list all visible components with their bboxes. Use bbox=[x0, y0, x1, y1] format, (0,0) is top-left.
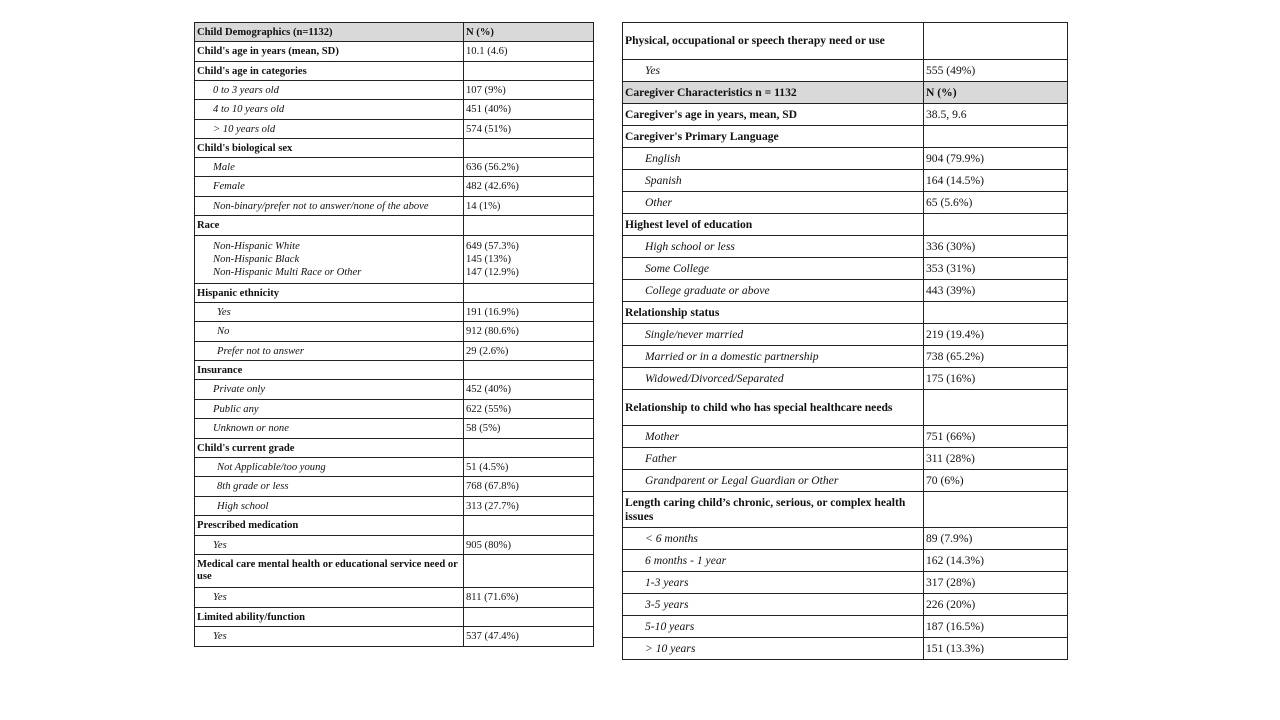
row-value: 738 (65.2%) bbox=[924, 346, 1068, 368]
header-label: Caregiver Characteristics n = 1132 bbox=[623, 82, 924, 104]
row-label: English bbox=[623, 148, 924, 170]
row-value: 175 (16%) bbox=[924, 368, 1068, 390]
table-row bbox=[623, 192, 1068, 214]
row-value: 636 (56.2%) bbox=[464, 158, 594, 177]
table-row bbox=[195, 380, 594, 400]
table-row bbox=[195, 42, 594, 62]
row-value: 14 (1%) bbox=[464, 197, 594, 216]
row-label: Widowed/Divorced/Separated bbox=[623, 368, 924, 390]
table-row bbox=[623, 448, 1068, 470]
section-row bbox=[195, 361, 594, 380]
section-label: Highest level of education bbox=[623, 214, 924, 236]
table-row bbox=[195, 177, 594, 197]
section-label: Child's age in categories bbox=[195, 62, 464, 81]
table-row bbox=[623, 280, 1068, 302]
section-row bbox=[623, 23, 1068, 60]
row-value: 622 (55%) bbox=[464, 400, 594, 419]
row-label: 0 to 3 years old bbox=[195, 81, 464, 100]
section-label: Hispanic ethnicity bbox=[195, 284, 464, 303]
row-label: Female bbox=[195, 177, 464, 197]
row-value: 751 (66%) bbox=[924, 426, 1068, 448]
row-label: Non-Hispanic Multi Race or Other bbox=[213, 267, 362, 278]
row-label: Other bbox=[623, 192, 924, 214]
row-label: No bbox=[195, 322, 464, 342]
table-row bbox=[623, 104, 1068, 126]
row-label: College graduate or above bbox=[623, 280, 924, 302]
section-label: Child's current grade bbox=[195, 439, 464, 458]
row-label: 5-10 years bbox=[623, 616, 924, 638]
row-value: 29 (2.6%) bbox=[464, 342, 594, 361]
table-row bbox=[623, 60, 1068, 82]
row-value: 905 (80%) bbox=[464, 536, 594, 555]
table-row bbox=[623, 426, 1068, 448]
table-row bbox=[623, 236, 1068, 258]
row-value: 313 (27.7%) bbox=[464, 497, 594, 516]
row-value: 555 (49%) bbox=[924, 60, 1068, 82]
section-row bbox=[195, 439, 594, 458]
section-row bbox=[195, 139, 594, 158]
table-row bbox=[195, 158, 594, 177]
table-row bbox=[195, 236, 594, 284]
section-row bbox=[195, 62, 594, 81]
table-row bbox=[195, 419, 594, 439]
table-row bbox=[623, 346, 1068, 368]
row-label: Male bbox=[195, 158, 464, 177]
row-value: 151 (13.3%) bbox=[924, 638, 1068, 660]
table-row bbox=[195, 458, 594, 477]
row-label: < 6 months bbox=[623, 528, 924, 550]
child-demographics-table bbox=[194, 22, 594, 647]
row-label: Caregiver's age in years, mean, SD bbox=[623, 104, 924, 126]
row-value: 89 (7.9%) bbox=[924, 528, 1068, 550]
row-label: Private only bbox=[195, 380, 464, 400]
row-label: Married or in a domestic partnership bbox=[623, 346, 924, 368]
table-row bbox=[195, 497, 594, 516]
row-label: Unknown or none bbox=[195, 419, 464, 439]
row-value: 353 (31%) bbox=[924, 258, 1068, 280]
table-row bbox=[623, 616, 1068, 638]
section-row bbox=[195, 216, 594, 236]
row-value: 58 (5%) bbox=[464, 419, 594, 439]
row-label: 4 to 10 years old bbox=[195, 100, 464, 120]
row-value: 219 (19.4%) bbox=[924, 324, 1068, 346]
caregiver-characteristics-table bbox=[622, 22, 1068, 660]
table-row bbox=[195, 627, 594, 647]
section-label: Length caring child’s chronic, serious, or complex health issues bbox=[623, 492, 924, 528]
row-value: 145 (13%) bbox=[466, 254, 512, 265]
row-value: 452 (40%) bbox=[464, 380, 594, 400]
table-header-row bbox=[195, 23, 594, 42]
table-row bbox=[195, 100, 594, 120]
row-value: 10.1 (4.6) bbox=[464, 42, 594, 62]
table-row bbox=[195, 342, 594, 361]
section-row bbox=[623, 302, 1068, 324]
row-label: > 10 years old bbox=[195, 120, 464, 139]
row-value: 443 (39%) bbox=[924, 280, 1068, 302]
section-label: Medical care mental health or educational service need or use bbox=[195, 555, 464, 588]
row-label: Some College bbox=[623, 258, 924, 280]
row-label: Grandparent or Legal Guardian or Other bbox=[623, 470, 924, 492]
race-values bbox=[464, 236, 594, 284]
row-value: 70 (6%) bbox=[924, 470, 1068, 492]
table-row bbox=[623, 470, 1068, 492]
row-label: Non-binary/prefer not to answer/none of the above bbox=[195, 197, 464, 216]
row-label: > 10 years bbox=[623, 638, 924, 660]
row-value: 317 (28%) bbox=[924, 572, 1068, 594]
row-label: Non-Hispanic Black bbox=[213, 254, 300, 265]
row-value: 107 (9%) bbox=[464, 81, 594, 100]
row-value: 912 (80.6%) bbox=[464, 322, 594, 342]
table-row bbox=[623, 594, 1068, 616]
table-row bbox=[623, 148, 1068, 170]
row-label: Yes bbox=[195, 303, 464, 322]
row-value: 51 (4.5%) bbox=[464, 458, 594, 477]
section-label: Insurance bbox=[195, 361, 464, 380]
row-value: 311 (28%) bbox=[924, 448, 1068, 470]
row-label: 3-5 years bbox=[623, 594, 924, 616]
row-value: 649 (57.3%) bbox=[466, 241, 519, 252]
row-label: Mother bbox=[623, 426, 924, 448]
table-row bbox=[195, 303, 594, 322]
section-label: Caregiver's Primary Language bbox=[623, 126, 924, 148]
table-row bbox=[623, 368, 1068, 390]
row-value: 226 (20%) bbox=[924, 594, 1068, 616]
table-row bbox=[195, 400, 594, 419]
header-value: N (%) bbox=[464, 23, 594, 42]
table-row bbox=[195, 322, 594, 342]
row-value: 65 (5.6%) bbox=[924, 192, 1068, 214]
section-row bbox=[623, 126, 1068, 148]
section-row bbox=[195, 608, 594, 627]
row-value: 574 (51%) bbox=[464, 120, 594, 139]
row-label: Single/never married bbox=[623, 324, 924, 346]
row-label: Child's age in years (mean, SD) bbox=[195, 42, 464, 62]
table-row bbox=[623, 638, 1068, 660]
section-label: Limited ability/function bbox=[195, 608, 464, 627]
table-row bbox=[195, 120, 594, 139]
table-row bbox=[195, 81, 594, 100]
row-value: 811 (71.6%) bbox=[464, 588, 594, 608]
section-row bbox=[195, 284, 594, 303]
row-label: Prefer not to answer bbox=[195, 342, 464, 361]
row-value: 162 (14.3%) bbox=[924, 550, 1068, 572]
section-label: Relationship to child who has special healthcare needs bbox=[623, 390, 924, 426]
row-value: 482 (42.6%) bbox=[464, 177, 594, 197]
race-labels bbox=[195, 236, 464, 284]
row-label: Father bbox=[623, 448, 924, 470]
row-value: 768 (67.8%) bbox=[464, 477, 594, 497]
section-row bbox=[195, 516, 594, 536]
row-label: Non-Hispanic White bbox=[213, 241, 300, 252]
section-row bbox=[195, 555, 594, 588]
table-row bbox=[195, 477, 594, 497]
table-row bbox=[623, 170, 1068, 192]
section-label: Physical, occupational or speech therapy need or use bbox=[623, 23, 924, 60]
row-label: Not Applicable/too young bbox=[195, 458, 464, 477]
row-label: High school bbox=[195, 497, 464, 516]
section-row bbox=[623, 492, 1068, 528]
header-value: N (%) bbox=[924, 82, 1068, 104]
header-label: Child Demographics (n=1132) bbox=[195, 23, 464, 42]
table-row bbox=[195, 588, 594, 608]
row-label: Yes bbox=[623, 60, 924, 82]
row-label: 8th grade or less bbox=[195, 477, 464, 497]
row-label: 1-3 years bbox=[623, 572, 924, 594]
section-label: Child's biological sex bbox=[195, 139, 464, 158]
row-label: 6 months - 1 year bbox=[623, 550, 924, 572]
section-label: Relationship status bbox=[623, 302, 924, 324]
table-row bbox=[623, 528, 1068, 550]
row-value: 904 (79.9%) bbox=[924, 148, 1068, 170]
table-row bbox=[623, 258, 1068, 280]
row-value: 147 (12.9%) bbox=[466, 267, 519, 278]
row-value: 187 (16.5%) bbox=[924, 616, 1068, 638]
section-row bbox=[623, 390, 1068, 426]
row-label: Spanish bbox=[623, 170, 924, 192]
section-row bbox=[623, 214, 1068, 236]
row-label: Yes bbox=[195, 627, 464, 647]
table-header-row bbox=[623, 82, 1068, 104]
row-label: High school or less bbox=[623, 236, 924, 258]
table-row bbox=[623, 324, 1068, 346]
table-row bbox=[195, 536, 594, 555]
table-row bbox=[623, 550, 1068, 572]
table-row bbox=[195, 197, 594, 216]
row-label: Yes bbox=[195, 536, 464, 555]
row-label: Yes bbox=[195, 588, 464, 608]
row-value: 164 (14.5%) bbox=[924, 170, 1068, 192]
row-value: 336 (30%) bbox=[924, 236, 1068, 258]
row-value: 537 (47.4%) bbox=[464, 627, 594, 647]
row-value: 451 (40%) bbox=[464, 100, 594, 120]
row-label: Public any bbox=[195, 400, 464, 419]
section-label: Race bbox=[195, 216, 464, 236]
section-label: Prescribed medication bbox=[195, 516, 464, 536]
row-value: 38.5, 9.6 bbox=[924, 104, 1068, 126]
row-value: 191 (16.9%) bbox=[464, 303, 594, 322]
table-row bbox=[623, 572, 1068, 594]
